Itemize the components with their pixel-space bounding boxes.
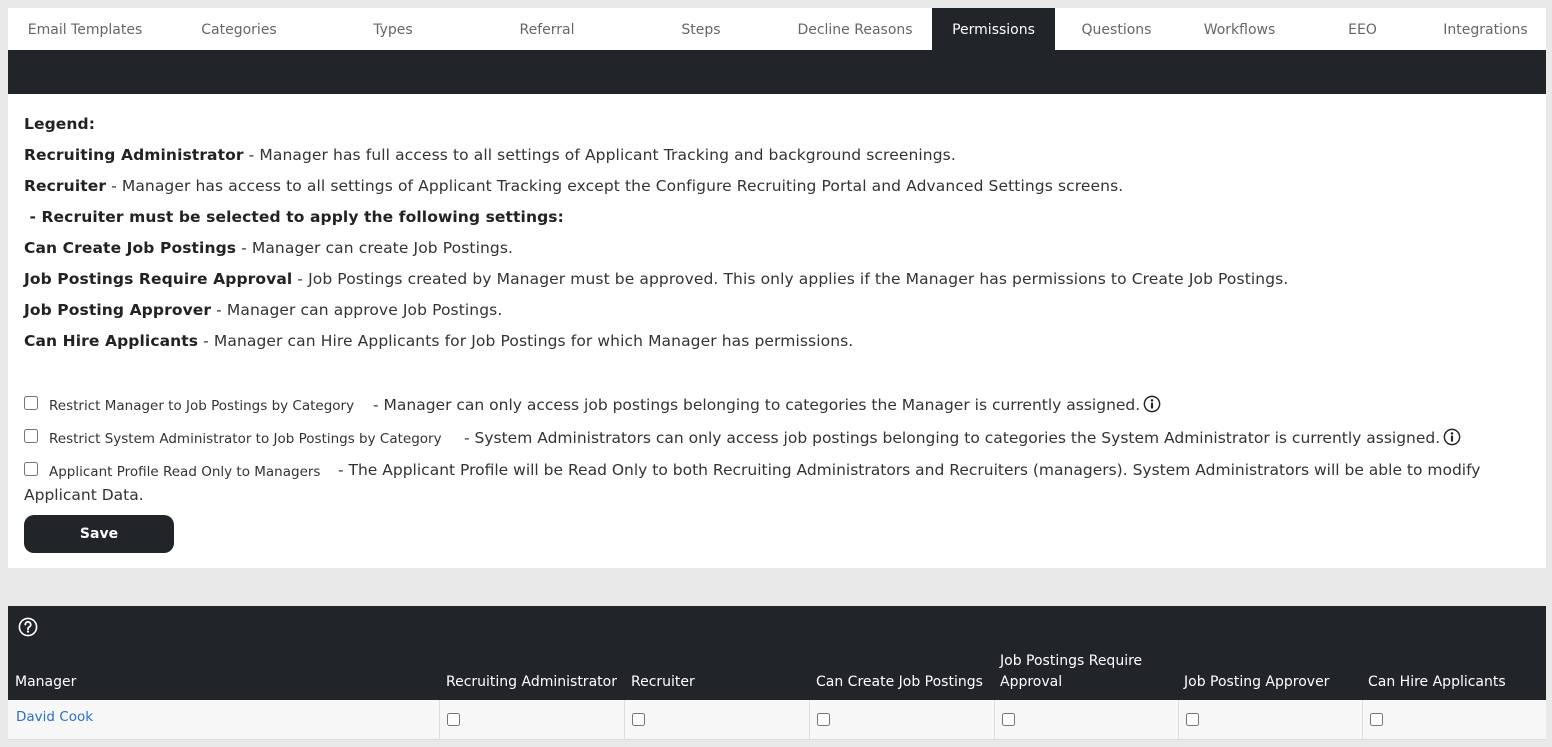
column-header-recruiting-administrator[interactable]: Recruiting Administrator (446, 674, 617, 690)
tab-eeo[interactable]: EEO (1348, 22, 1377, 38)
applicant-profile-read-only-description: - The Applicant Profile will be Read Only to both Recruiting Administrators and Recruiters (managers). System Administrators will be able to modify (338, 461, 1481, 479)
info-icon[interactable] (1443, 428, 1461, 446)
column-header-job-postings-require-approval[interactable] (1000, 651, 1142, 693)
legend-item-recruiting-administrator: Recruiting Administrator - Manager has full access to all settings of Applicant Tracking and background screenings. (24, 146, 956, 164)
job-postings-require-approval-cell (995, 700, 1179, 740)
can-create-job-postings-cell (810, 700, 995, 740)
column-header-line-1: Job Postings Require (1000, 653, 1143, 669)
restrict-manager-checkbox[interactable] (24, 396, 38, 410)
tab-referral[interactable]: Referral (519, 22, 575, 38)
column-header-job-posting-approver[interactable]: Job Posting Approver (1184, 674, 1330, 690)
job-posting-approver-cell (1179, 700, 1363, 740)
restrict-manager-label: Restrict Manager to Job Postings by Category (49, 398, 355, 414)
manager-link[interactable]: David Cook (16, 709, 94, 725)
save-button[interactable]: Save (24, 515, 174, 553)
legend-item-job-posting-approver: Job Posting Approver - Manager can approve Job Postings. (24, 301, 503, 319)
tab-types[interactable]: Types (373, 22, 413, 38)
tab-permissions[interactable]: Permissions (932, 8, 1055, 50)
recruiter-checkbox[interactable] (632, 713, 645, 726)
restrict-sysadmin-label: Restrict System Administrator to Job Postings by Category (49, 431, 442, 447)
restrict-sysadmin-checkbox[interactable] (24, 429, 38, 443)
legend-title: Legend: (24, 115, 96, 133)
help-icon[interactable] (18, 617, 38, 637)
applicant-profile-read-only-checkbox[interactable] (24, 462, 38, 476)
section-header-bar (8, 50, 1546, 94)
can-create-job-postings-checkbox[interactable] (817, 713, 830, 726)
column-header-line-2: Approval (1000, 674, 1063, 690)
legend-item-can-create-job-postings: Can Create Job Postings - Manager can create Job Postings. (24, 239, 514, 257)
legend-item-job-postings-require-approval: Job Postings Require Approval - Job Postings created by Manager must be approved. This only applies if the Manager has permissions to Create Job Postings. (24, 270, 1289, 288)
column-header-can-create-job-postings[interactable]: Can Create Job Postings (816, 674, 983, 690)
manager-cell (8, 700, 440, 740)
legend-item-recruiter: Recruiter - Manager has access to all settings of Applicant Tracking except the Configure Recruiting Portal and Advanced Settings screens. (24, 177, 1124, 195)
restrict-manager-description: - Manager can only access job postings belonging to categories the Manager is currently assigned. (373, 395, 1161, 414)
info-icon[interactable] (1143, 395, 1161, 413)
recruiting-administrator-cell (440, 700, 625, 740)
recruiting-administrator-checkbox[interactable] (447, 713, 460, 726)
option-restrict-sysadmin-by-category (24, 428, 1524, 452)
restrict-sysadmin-description: - System Administrators can only access job postings belonging to categories the System Administrator is currently assigned. (464, 428, 1461, 447)
legend-item-can-hire-applicants: Can Hire Applicants - Manager can Hire Applicants for Job Postings for which Manager has permissions. (24, 332, 854, 350)
tab-email-templates[interactable]: Email Templates (27, 22, 143, 38)
tab-workflows[interactable]: Workflows (1203, 22, 1276, 38)
tab-steps[interactable]: Steps (681, 22, 721, 38)
tab-questions[interactable]: Questions (1081, 22, 1152, 38)
tab-categories[interactable]: Categories (201, 22, 277, 38)
tab-integrations[interactable]: Integrations (1443, 22, 1528, 38)
legend-recruiter-note: - Recruiter must be selected to apply the following settings: (24, 208, 564, 226)
column-header-can-hire-applicants[interactable]: Can Hire Applicants (1368, 674, 1506, 690)
applicant-profile-read-only-description-cont: Applicant Data. (24, 486, 144, 504)
column-header-manager[interactable]: Manager (15, 674, 77, 690)
permissions-settings-panel (8, 94, 1546, 568)
job-posting-approver-checkbox[interactable] (1186, 713, 1199, 726)
option-restrict-manager-by-category (24, 395, 1524, 419)
grid-header (8, 606, 1546, 700)
can-hire-applicants-cell (1363, 700, 1546, 740)
settings-tab-bar (8, 8, 1546, 50)
option-applicant-profile-read-only (24, 461, 1524, 511)
table-row (8, 700, 1546, 740)
tab-decline-reasons[interactable]: Decline Reasons (797, 22, 913, 38)
manager-permissions-grid (8, 606, 1546, 740)
can-hire-applicants-checkbox[interactable] (1370, 713, 1383, 726)
applicant-profile-read-only-label: Applicant Profile Read Only to Managers (49, 464, 321, 480)
column-header-recruiter[interactable]: Recruiter (631, 674, 695, 690)
recruiter-cell (625, 700, 810, 740)
job-postings-require-approval-checkbox[interactable] (1002, 713, 1015, 726)
